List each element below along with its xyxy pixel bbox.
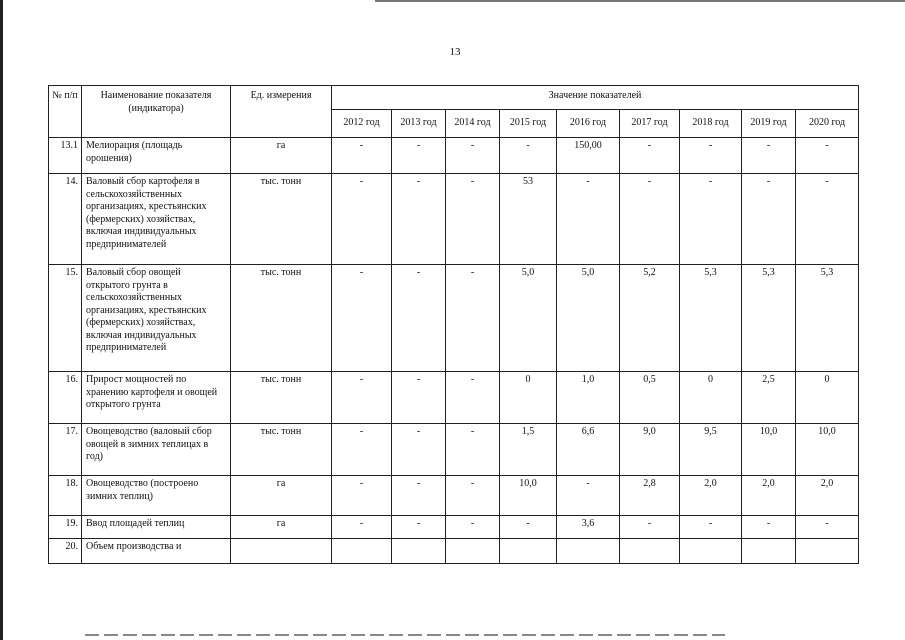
row-number: 14.: [49, 174, 82, 265]
table-row: [49, 138, 859, 174]
value-cell: 2,0: [796, 476, 859, 516]
header-name: Наименование показателя (индикатора): [82, 86, 231, 138]
unit-cell: га: [231, 476, 332, 516]
value-cell: 0: [500, 372, 557, 424]
value-cell: 0,5: [620, 372, 680, 424]
value-cell: [557, 539, 620, 564]
header-year: 2017 год: [620, 110, 680, 138]
value-cell: -: [446, 174, 500, 265]
unit-cell: га: [231, 138, 332, 174]
value-cell: 2,0: [742, 476, 796, 516]
indicator-name: Ввод площадей теплиц: [82, 516, 231, 539]
value-cell: -: [446, 138, 500, 174]
value-cell: 10,0: [500, 476, 557, 516]
unit-cell: тыс. тонн: [231, 265, 332, 372]
value-cell: 150,00: [557, 138, 620, 174]
value-cell: [796, 539, 859, 564]
unit-cell: га: [231, 516, 332, 539]
indicator-name: Овощеводство (валовый сбор овощей в зимних теплицах в год): [82, 424, 231, 476]
value-cell: 5,0: [557, 265, 620, 372]
header-year: 2012 год: [332, 110, 392, 138]
table-row: [49, 539, 859, 564]
value-cell: [742, 539, 796, 564]
indicators-table: [48, 85, 859, 564]
value-cell: [446, 539, 500, 564]
value-cell: -: [392, 424, 446, 476]
value-cell: -: [620, 516, 680, 539]
value-cell: 0: [796, 372, 859, 424]
table-row: [49, 265, 859, 372]
indicator-name: Валовый сбор картофеля в сельскохозяйственных организациях, крестьянских (фермерских) хозяйствах, включая индивидуальных предпринимателей: [82, 174, 231, 265]
value-cell: 9,0: [620, 424, 680, 476]
value-cell: -: [332, 138, 392, 174]
value-cell: [500, 539, 557, 564]
header-values: Значение показателей: [332, 86, 859, 110]
value-cell: 53: [500, 174, 557, 265]
value-cell: -: [392, 516, 446, 539]
value-cell: -: [446, 372, 500, 424]
value-cell: -: [446, 424, 500, 476]
value-cell: -: [796, 516, 859, 539]
value-cell: -: [392, 476, 446, 516]
indicator-name: Мелиорация (площадь орошения): [82, 138, 231, 174]
value-cell: -: [796, 138, 859, 174]
row-number: 17.: [49, 424, 82, 476]
value-cell: -: [620, 174, 680, 265]
unit-cell: тыс. тонн: [231, 372, 332, 424]
indicator-name: Прирост мощностей по хранению картофеля и овощей открытого грунта: [82, 372, 231, 424]
row-number: 13.1: [49, 138, 82, 174]
page-number: 13: [449, 46, 461, 58]
table-row: [49, 372, 859, 424]
unit-cell: тыс. тонн: [231, 424, 332, 476]
table-row: [49, 174, 859, 265]
value-cell: 5,3: [680, 265, 742, 372]
value-cell: -: [680, 138, 742, 174]
value-cell: -: [620, 138, 680, 174]
value-cell: -: [680, 174, 742, 265]
header-year: 2020 год: [796, 110, 859, 138]
value-cell: -: [742, 138, 796, 174]
value-cell: [392, 539, 446, 564]
row-number: 15.: [49, 265, 82, 372]
row-number: 18.: [49, 476, 82, 516]
value-cell: 1,0: [557, 372, 620, 424]
value-cell: -: [446, 516, 500, 539]
value-cell: -: [557, 476, 620, 516]
value-cell: [680, 539, 742, 564]
value-cell: -: [332, 265, 392, 372]
row-number: 16.: [49, 372, 82, 424]
value-cell: -: [332, 476, 392, 516]
row-number: 20.: [49, 539, 82, 564]
value-cell: -: [446, 476, 500, 516]
value-cell: [332, 539, 392, 564]
value-cell: -: [680, 516, 742, 539]
value-cell: -: [742, 516, 796, 539]
indicator-name: Валовый сбор овощей открытого грунта в сельскохозяйственных организациях, крестьянских (фермерских) хозяйствах, включая индивидуальных предпринимателей: [82, 265, 231, 372]
scan-edge-top: [375, 0, 905, 2]
unit-cell: [231, 539, 332, 564]
value-cell: -: [796, 174, 859, 265]
value-cell: -: [332, 372, 392, 424]
value-cell: 10,0: [742, 424, 796, 476]
value-cell: 2,5: [742, 372, 796, 424]
value-cell: -: [500, 138, 557, 174]
value-cell: -: [332, 424, 392, 476]
header-year: 2013 год: [392, 110, 446, 138]
scan-edge-left: [0, 0, 3, 640]
value-cell: -: [446, 265, 500, 372]
table-row: [49, 424, 859, 476]
unit-cell: тыс. тонн: [231, 174, 332, 265]
header-row: [49, 86, 859, 110]
value-cell: 0: [680, 372, 742, 424]
value-cell: 5,2: [620, 265, 680, 372]
value-cell: -: [392, 265, 446, 372]
header-year: 2014 год: [446, 110, 500, 138]
value-cell: -: [500, 516, 557, 539]
value-cell: -: [392, 372, 446, 424]
indicator-name: Овощеводство (построено зимних теплиц): [82, 476, 231, 516]
value-cell: [620, 539, 680, 564]
header-year: 2016 год: [557, 110, 620, 138]
header-unit: Ед. измерения: [231, 86, 332, 138]
value-cell: 10,0: [796, 424, 859, 476]
row-number: 19.: [49, 516, 82, 539]
value-cell: 3,6: [557, 516, 620, 539]
value-cell: 5,3: [796, 265, 859, 372]
value-cell: 9,5: [680, 424, 742, 476]
table-row: [49, 476, 859, 516]
value-cell: 6,6: [557, 424, 620, 476]
value-cell: 1,5: [500, 424, 557, 476]
value-cell: -: [742, 174, 796, 265]
value-cell: 5,0: [500, 265, 557, 372]
value-cell: 5,3: [742, 265, 796, 372]
header-year: 2015 год: [500, 110, 557, 138]
value-cell: -: [392, 174, 446, 265]
value-cell: 2,0: [680, 476, 742, 516]
value-cell: -: [392, 138, 446, 174]
header-num: № п/п: [49, 86, 82, 138]
header-year: 2019 год: [742, 110, 796, 138]
scan-edge-bottom: [85, 634, 725, 636]
value-cell: -: [332, 516, 392, 539]
indicator-name: Объем производства и: [82, 539, 231, 564]
header-year: 2018 год: [680, 110, 742, 138]
value-cell: -: [557, 174, 620, 265]
table-row: [49, 516, 859, 539]
value-cell: 2,8: [620, 476, 680, 516]
value-cell: -: [332, 174, 392, 265]
